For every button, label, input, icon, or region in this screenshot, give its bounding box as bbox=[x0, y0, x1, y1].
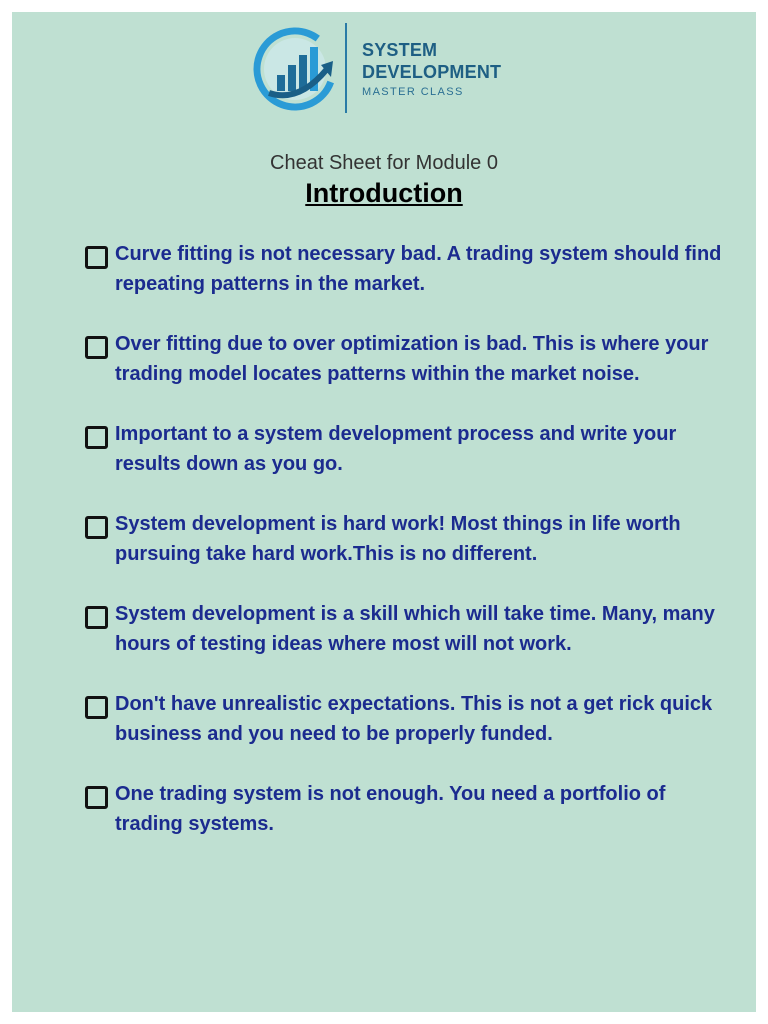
logo-line-1: SYSTEM bbox=[362, 40, 438, 60]
list-item bbox=[82, 599, 732, 659]
list-item-text: Important to a system development process and write your results down as you go. bbox=[115, 423, 677, 475]
list-item-text: One trading system is not enough. You need a portfolio of trading systems. bbox=[115, 783, 666, 835]
list-item bbox=[82, 689, 732, 749]
checklist bbox=[82, 239, 732, 869]
list-item bbox=[82, 779, 732, 839]
checkbox-icon[interactable] bbox=[85, 426, 108, 449]
list-item-text: System development is a skill which will take time. Many, many hours of testing ideas where most will not work. bbox=[115, 603, 715, 655]
logo-text bbox=[362, 39, 501, 98]
checkbox-icon[interactable] bbox=[85, 336, 108, 359]
list-item bbox=[82, 509, 732, 569]
list-item bbox=[82, 239, 732, 299]
logo-line-3: MASTER CLASS bbox=[362, 86, 464, 98]
list-item-text: Curve fitting is not necessary bad. A trading system should find repeating patterns in the market. bbox=[115, 243, 722, 295]
page-title: Introduction bbox=[305, 178, 463, 208]
list-item-text: Don't have unrealistic expectations. This is not a get rick quick business and you need to be properly funded. bbox=[115, 693, 713, 745]
logo-divider bbox=[345, 23, 347, 113]
checkbox-icon[interactable] bbox=[85, 516, 108, 539]
checkbox-icon[interactable] bbox=[85, 786, 108, 809]
checkbox-icon[interactable] bbox=[85, 246, 108, 269]
chart-growth-icon bbox=[249, 23, 341, 115]
list-item bbox=[82, 329, 732, 389]
logo-line-2: DEVELOPMENT bbox=[362, 62, 502, 82]
checkbox-icon[interactable] bbox=[85, 696, 108, 719]
cheat-sheet-page bbox=[12, 12, 756, 1012]
checkbox-icon[interactable] bbox=[85, 606, 108, 629]
list-item bbox=[82, 419, 732, 479]
page-subtitle: Cheat Sheet for Module 0 bbox=[270, 152, 498, 174]
list-item-text: System development is hard work! Most things in life worth pursuing take hard work.This is no different. bbox=[115, 513, 681, 565]
list-item-text: Over fitting due to over optimization is bad. This is where your trading model locates patterns within the market noise. bbox=[115, 333, 709, 385]
logo bbox=[249, 23, 519, 115]
